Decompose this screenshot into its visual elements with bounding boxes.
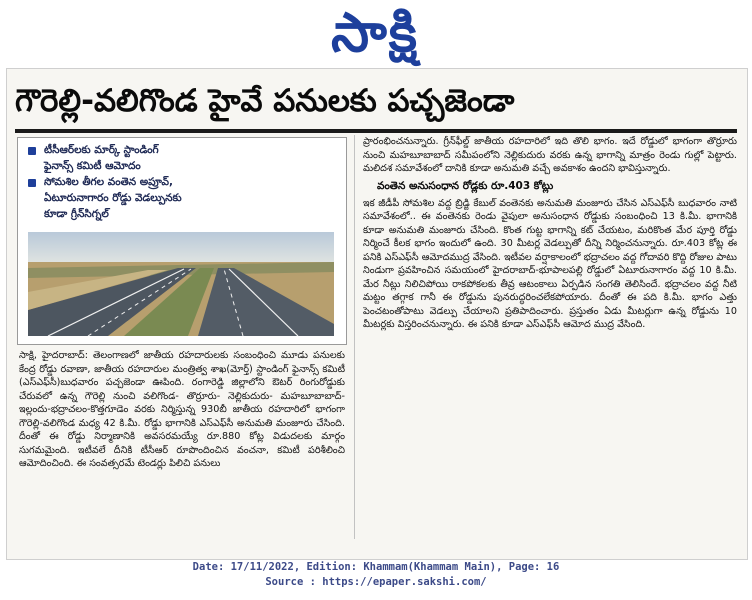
highway-photo (28, 232, 334, 336)
article-subheading: వంతెన అనుసంధాన రోడ్లకు రూ.403 కోట్లు (377, 179, 554, 192)
article-paragraph: ప్రారంభించనున్నారు. గ్రీన్‌ఫీల్డ్ జాతీయ రహదారిలో ఇది తొలి భాగం. ఇదే రోడ్డులో భాగంగా తొర్రూరు నుంచి మహబూబాబాద్ సమీపంలోని నెల్లికుదురు వరకు ఉన్న భాగాన్ని మాత్రం రెండు గుల్లో పెట్టారు. మలిదశ సమావేశంలో దానికి కూడా అనుమతి వచ్చే అవకాశం ఉందని భావిస్తున్నారు. (363, 136, 737, 174)
news-clipping (6, 68, 748, 560)
highlights-box (17, 137, 347, 345)
highway-photo-icon (28, 232, 334, 336)
highlight-item-cont: ఫైనాన్స్ కమిటీ ఆమోదం (44, 160, 141, 172)
highlight-item: టీసీఆర్‌లకు మార్క్ స్టాండింగ్ (26, 142, 338, 158)
source-footer (0, 560, 752, 600)
highlight-item-cont: కూడా గ్రీన్‌సిగ్నల్ (44, 208, 109, 220)
newspaper-logo: సాక్షి (331, 1, 419, 64)
bullet-icon (28, 147, 36, 155)
edition-date-line: Date: 17/11/2022, Edition: Khammam(Khammam Main), Page: 16 (192, 561, 560, 573)
highlights-list (26, 142, 338, 222)
article-paragraph: ఇక జీడీపీ సోమశిల వద్ద బ్రిడ్జి కేబుల్ వంతెనకు అనుమతి మంజూరు చేసిన ఎస్ఎఫ్‌సీ బుధవారం నాటి సమావేశంలో.. ఈ వంతెనకు రెండు వైపులా అనుసంధాన రోడ్డుకు సంబంధించి 13 కి.మీ. భాగానికి కూడా అనుమతి మంజూరు చేసింది. కొంత గుట్ట భాగాన్ని కట్ చేయటం, మరికొంత మేర పూర్తి రోడ్డు నిర్మించే కీలక భాగం ఇందులో ఉంది. 30 మీటర్ల వెడల్పుతో దీన్ని నిర్మించనున్నారు. రూ.403 కోట్ల ఈ పనికి ఎస్ఎఫ్‌సీ ఆమోదముద్ర వేసింది. ఇటీవల వర్షాకాలంలో భద్రాచలం వద్ద గోదావరి కొద్ది రోజుల పాటు నిండుగా ప్రవహించిన సమయంలో హైదరాబాద్-భూపాలపల్లి రోడ్డులో ఏటూరునాగారం వద్ద 10 కి.మీ. మేర నీట్లు నిలిచిపోయి రాకపోకలకు తీవ్ర ఆటంకాలు ఏర్పడిన సంగతి తెలిసిందే. భద్రాచలం వద్ద నీటి మట్టం తగ్గాక గానీ ఈ రోడ్డును పునరుద్ధరించలేకపోయారు. దీంతో ఈ పది కి.మీ. భాగం ఎత్తు పెంచటంతోపాటు వెడల్పు చేయాలని ప్రతిపాదించారు. ప్రస్తుతం ఏడు మీటర్లుగా ఉన్న రోడ్డును 10 మీటర్లకు విస్తరించనున్నారు. ఈ పనికి కూడా ఎస్ఎఫ్‌సీ ఆమోద ముద్ర వేసింది. (363, 197, 737, 330)
article-left-column (19, 349, 345, 539)
article-paragraph: సాక్షి, హైదరాబాద్: తెలంగాణలో జాతీయ రహదారులకు సంబంధించి మూడు పనులకు కేంద్ర రోడ్డు రవాణా, జాతీయ రహదారుల మంత్రిత్వ శాఖ(మోర్త్) స్టాండింగ్ ఫైనాన్స్ కమిటీ (ఎస్ఎఫ్‌సీ)బుధవారం పచ్చజెండా ఊపింది. రంగారెడ్డి జిల్లాలోని ఔటర్ రింగురోడ్డుకు చేరువలో ఉన్న గౌరెల్లి నుంచి వలిగొండ- తొర్రూరు- నెల్లికుదురు- మహబూబాబాద్- ఇల్లందు-భద్రాచలం-కొత్తగూడెం వరకు నిర్మిస్తున్న 930బీ జాతీయ రహదారిలో భాగంగా గౌరెల్లి-వలిగొండ మధ్య 42 కి.మీ. రోడ్డు భాగానికి ఎస్ఎఫ్‌సీ అనుమతి మంజూరు చేసింది. దీంతో ఈ రోడ్డు నిర్మాణానికి అవసరమయ్యే రూ.880 కోట్ల విడుదలకు మార్గం సుగమమైంది. ఇటీవలే దీనికి టీసీఆర్ రూపొందించిన వంచనా, కమిటీ పరిశీలించి ఆమోదించింది. ఈ సంవత్సరమే టెండర్లు పిలిచి పనులు (19, 350, 345, 469)
source-url-line: Source : https://epaper.sakshi.com/ (265, 576, 487, 588)
article-right-column (363, 135, 737, 541)
column-divider (354, 135, 355, 539)
headline-rule (15, 129, 737, 133)
bullet-icon (28, 179, 36, 187)
highlight-item-cont: ఏటూరునాగారం రోడ్డు వెడల్పునకు (44, 192, 182, 204)
headline: గౌరెల్లి-వలిగొండ హైవే పనులకు పచ్చజెండా (15, 83, 515, 119)
highlight-item: సోమశిల తీగల వంతెన అప్రూవ్, (26, 174, 338, 190)
masthead (0, 0, 752, 70)
